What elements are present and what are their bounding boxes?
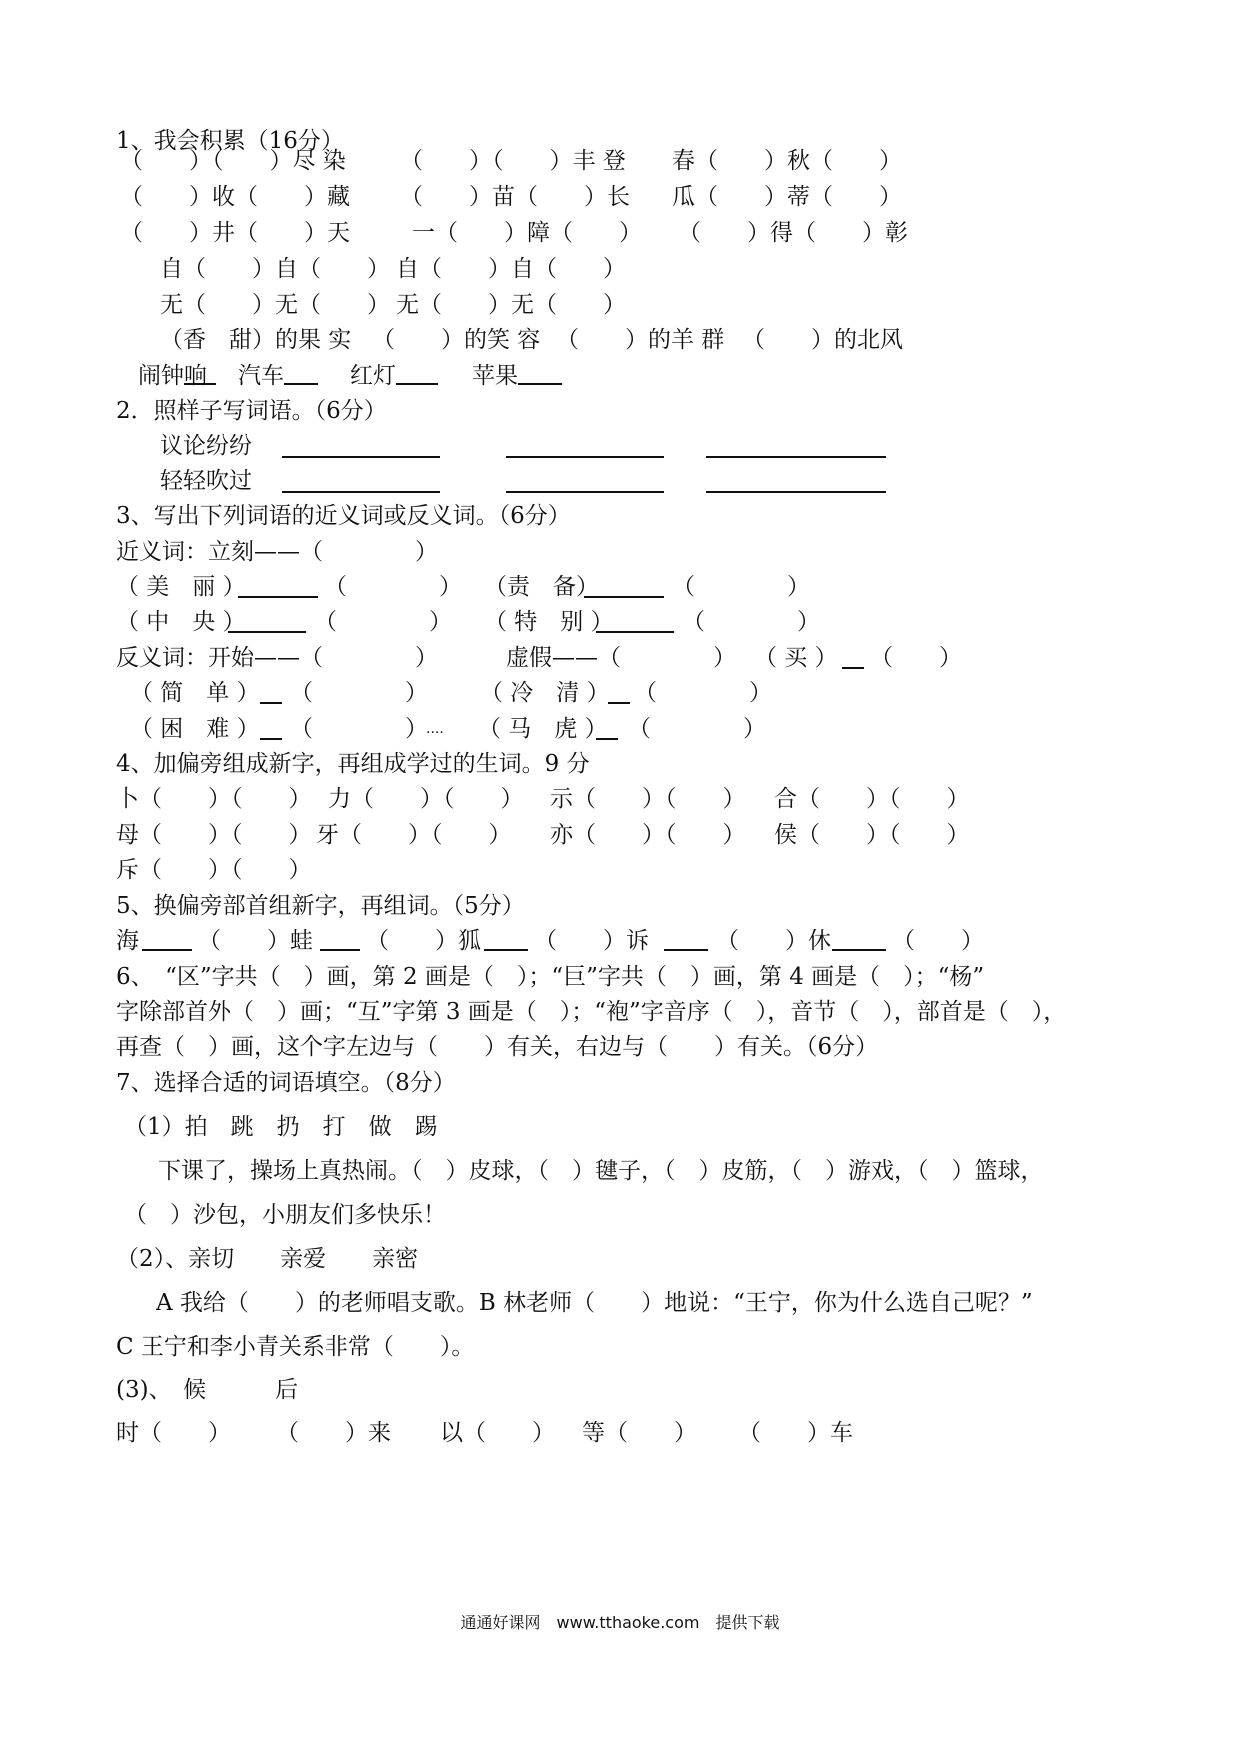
q7-options: （1）拍 跳 扔 打 做 踢	[124, 1114, 438, 1140]
q3-word: （ 马 虎 ）	[478, 716, 608, 742]
q7-text: A 我给（ ）的老师唱支歌。B 林老师（ ）地说：“王宁，你为什么选自己呢？”	[156, 1290, 1033, 1316]
q7-text: C 王宁和李小青关系非常（ ）。	[116, 1334, 475, 1360]
answer-line[interactable]	[506, 491, 664, 493]
q7-item: （ ）来	[276, 1420, 391, 1446]
answer-line[interactable]	[142, 949, 192, 951]
q1-r2-item: （ ）苗（ ）长	[400, 184, 630, 210]
q7-row	[0, 1418, 853, 1598]
q7-item: （ ）车	[738, 1420, 853, 1446]
q1-r7-item: 苹果	[472, 363, 518, 389]
answer-line[interactable]	[596, 631, 674, 633]
answer-line[interactable]	[484, 949, 528, 951]
answer-line[interactable]	[584, 596, 664, 598]
q3-word: （ 困 难 ）	[130, 716, 260, 742]
q4-item: 斥（ ）（ ）	[116, 857, 312, 883]
q1-r4-item: 自（ ）自（ ）	[396, 256, 626, 282]
q6-line: 字除部首外（ ）画；“互”字第 3 画是（ ）；“袍”字音序（ ），音节（ ），部首是（ ），	[116, 999, 1067, 1025]
answer-line[interactable]	[320, 949, 360, 951]
q7-item: 等（ ）	[582, 1420, 697, 1446]
q4-item: 侯（ ）（ ）	[774, 822, 970, 848]
q3-blank: （ ）	[290, 680, 428, 706]
answer-line[interactable]	[282, 491, 440, 493]
q3-word: （ 特 别 ）	[484, 609, 614, 635]
q7-text: （ ）沙包，小朋友们多快乐！	[124, 1202, 446, 1228]
answer-line[interactable]	[842, 667, 864, 669]
q4-item: 示（ ）（ ）	[550, 786, 746, 812]
q4-item: 卜（ ）（ ）	[116, 786, 312, 812]
q3-blank: （ ）	[682, 609, 820, 635]
q1-r4-item: 自（ ）自（ ）	[160, 256, 390, 282]
q5-item: （ ）	[892, 928, 984, 954]
q1-r1-item: （ ）（ ）尽 染	[120, 148, 346, 174]
answer-line[interactable]	[396, 383, 438, 385]
q3-blank: （ ）	[634, 680, 772, 706]
q1-r1-item: 春（ ）秋（ ）	[672, 148, 902, 174]
q3-word: （责 备）	[484, 574, 599, 600]
q3-word: （ 冷 清 ）	[480, 680, 610, 706]
q1-r6-item: （ ）的羊 群	[556, 327, 725, 353]
q1-r3-item: （ ）井（ ）天	[120, 220, 350, 246]
q3-blank: （ ）	[290, 716, 428, 742]
q1-r1-item: （ ）（ ）丰 登	[400, 148, 626, 174]
answer-line[interactable]	[260, 702, 282, 704]
answer-line[interactable]	[596, 738, 618, 740]
answer-line[interactable]	[228, 631, 306, 633]
answer-line[interactable]	[832, 949, 886, 951]
answer-line[interactable]	[282, 456, 440, 458]
footer: 通通好课网 www.tthaoke.com 提供下载	[460, 1613, 780, 1632]
q2-example: 轻轻吹过	[160, 468, 252, 494]
q7-title: 7、选择合适的词语填空。（8分）	[116, 1070, 456, 1096]
q1-r2-item: 瓜（ ）蒂（ ）	[672, 184, 902, 210]
q3-synonym-head: 近义词：立刻——（ ）	[116, 539, 438, 565]
q1-r7-item: 闹钟响	[138, 363, 207, 389]
answer-line[interactable]	[260, 738, 282, 740]
answer-line[interactable]	[608, 702, 630, 704]
q2-title: 2．照样子写词语。（6分）	[116, 398, 387, 424]
q4-item: 力（ ）（ ）	[328, 786, 524, 812]
q5-item: （ ）蛙	[198, 928, 313, 954]
q1-r7-item: 汽车	[238, 363, 284, 389]
q5-item: 海	[116, 928, 139, 954]
q3-word: （ 中 央 ）	[116, 609, 246, 635]
q5-title: 5、换偏旁部首组新字，再组词。（5分）	[116, 893, 525, 919]
answer-line[interactable]	[184, 383, 216, 385]
q7-item: 时（ ）	[116, 1420, 231, 1446]
answer-line[interactable]	[284, 383, 318, 385]
q4-row3	[0, 855, 312, 915]
q3-blank: （ ）	[870, 645, 962, 671]
q3-word: （ 简 单 ）	[130, 680, 260, 706]
q1-r3-item: 一（ ）障（ ）	[412, 220, 642, 246]
q1-r7-item: 红灯	[350, 363, 396, 389]
q7-options: (3)、 候 后	[116, 1377, 299, 1403]
q4-item: 亦（ ）（ ）	[550, 822, 746, 848]
q7-item: 以（ ）	[440, 1420, 555, 1446]
q3-word: （ 买 ）	[754, 645, 838, 671]
q3-dots: ....	[426, 721, 444, 737]
q1-r6-item: （ ）的北风	[742, 327, 903, 353]
q6-line: 6、 “区”字共（ ）画，第 2 画是（ ）；“巨”字共（ ）画，第 4 画是（ ）；“杨”	[116, 964, 985, 990]
q3-blank: （ ）	[324, 574, 462, 600]
q7-text: 下课了，操场上真热闹。（ ）皮球，（ ）毽子，（ ）皮筋，（ ）游戏，（ ）篮球，	[158, 1158, 1044, 1184]
q2-example: 议论纷纷	[160, 433, 252, 459]
answer-line[interactable]	[706, 491, 886, 493]
q4-item: 母（ ）（ ）	[116, 822, 312, 848]
answer-line[interactable]	[706, 456, 886, 458]
q1-r6-item: （香 甜）的果 实	[160, 327, 352, 353]
q4-item: 合（ ）（ ）	[774, 786, 970, 812]
q3-title: 3、写出下列词语的近义词或反义词。（6分）	[116, 503, 571, 529]
q1-r5-item: 无（ ）无（ ）	[396, 292, 626, 318]
q3-blank: （ ）	[628, 716, 766, 742]
q7-options: （2）、亲切 亲爱 亲密	[116, 1246, 419, 1272]
q1-r2-item: （ ）收（ ）藏	[120, 184, 350, 210]
q4-item: 牙（ ）（ ）	[316, 822, 512, 848]
q1-r5-item: 无（ ）无（ ）	[160, 292, 390, 318]
q1-title: 1、我会积累（16分）	[116, 128, 344, 154]
q1-r6-item: （ ）的笑 容	[372, 327, 541, 353]
q3-antonym-head: 反义词：开始——（ ）	[116, 645, 438, 671]
q3-word: 虚假——（ ）	[506, 645, 736, 671]
q3-word: （ 美 丽 ）	[116, 574, 246, 600]
q5-item: （ ）休	[716, 928, 831, 954]
q1-r3-item: （ ）得（ ）彰	[678, 220, 908, 246]
answer-line[interactable]	[238, 596, 318, 598]
answer-line[interactable]	[506, 456, 664, 458]
q4-title: 4、加偏旁组成新字，再组成学过的生词。9 分	[116, 751, 590, 777]
answer-line[interactable]	[518, 383, 562, 385]
q3-blank: （ ）	[672, 574, 810, 600]
q5-item: （ ）诉	[534, 928, 649, 954]
q3-blank: （ ）	[314, 609, 452, 635]
q5-item: （ ）狐	[366, 928, 481, 954]
q6-line: 再查（ ）画，这个字左边与（ ）有关，右边与（ ）有关。（6分）	[116, 1034, 879, 1060]
answer-line[interactable]	[664, 949, 708, 951]
